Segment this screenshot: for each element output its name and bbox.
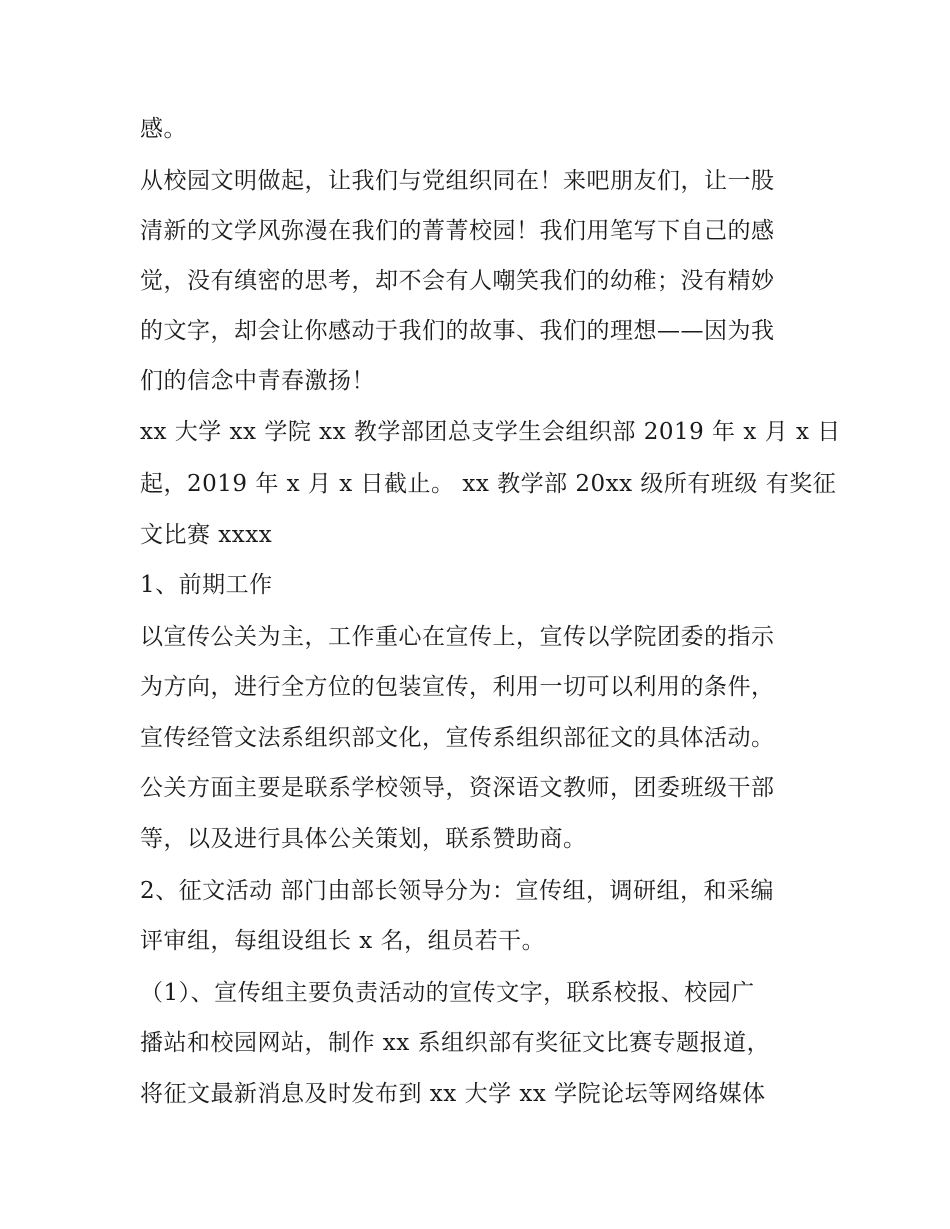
text-line: 从校园文明做起，让我们与党组织同在！来吧朋友们，让一股 [140,168,775,194]
text-line: 以宣传公关为主，工作重心在宣传上，宣传以学院团委的指示 [140,624,775,650]
text-line: 觉，没有缜密的思考，却不会有人嘲笑我们的幼稚；没有精妙 [140,268,775,294]
section-heading: 2、征文活动 部门由部长领导分为：宣传组，调研组，和采编 [140,878,774,904]
text-line: 文比赛 xxxx [140,522,273,548]
text-line: 宣传经管文法系组织部文化，宣传系组织部征文的具体活动。 [140,725,775,751]
text-line: （1）、宣传组主要负责活动的宣传文字，联系校报、校园广 [140,980,755,1006]
text-line: 们的信念中青春激扬！ [140,368,375,394]
text-line: 播站和校园网站，制作 xx 系组织部有奖征文比赛专题报道， [140,1030,771,1056]
text-line: 将征文最新消息及时发布到 xx 大学 xx 学院论坛等网络媒体 [140,1081,766,1107]
text-line: 起，2019 年 x 月 x 日截止。 xx 教学部 20xx 级所有班级 有奖征 [140,471,837,497]
text-line: 感。 [140,116,187,142]
text-line: 为方向，进行全方位的包装宣传，利用一切可以利用的条件， [140,674,775,700]
text-line: 公关方面主要是联系学校领导，资深语文教师，团委班级干部 [140,775,775,801]
text-line: 评审组，每组设组长 x 名，组员若干。 [140,928,546,954]
text-line: 清新的文学风弥漫在我们的菁菁校园！我们用笔写下自己的感 [140,218,775,244]
text-line: xx 大学 xx 学院 xx 教学部团总支学生会组织部 2019 年 x 月 x 日 [140,419,841,445]
section-heading: 1、前期工作 [140,572,273,598]
text-line: 等，以及进行具体公关策划，联系赞助商。 [140,826,587,852]
text-line: 的文字，却会让你感动于我们的故事、我们的理想——因为我 [140,318,775,344]
